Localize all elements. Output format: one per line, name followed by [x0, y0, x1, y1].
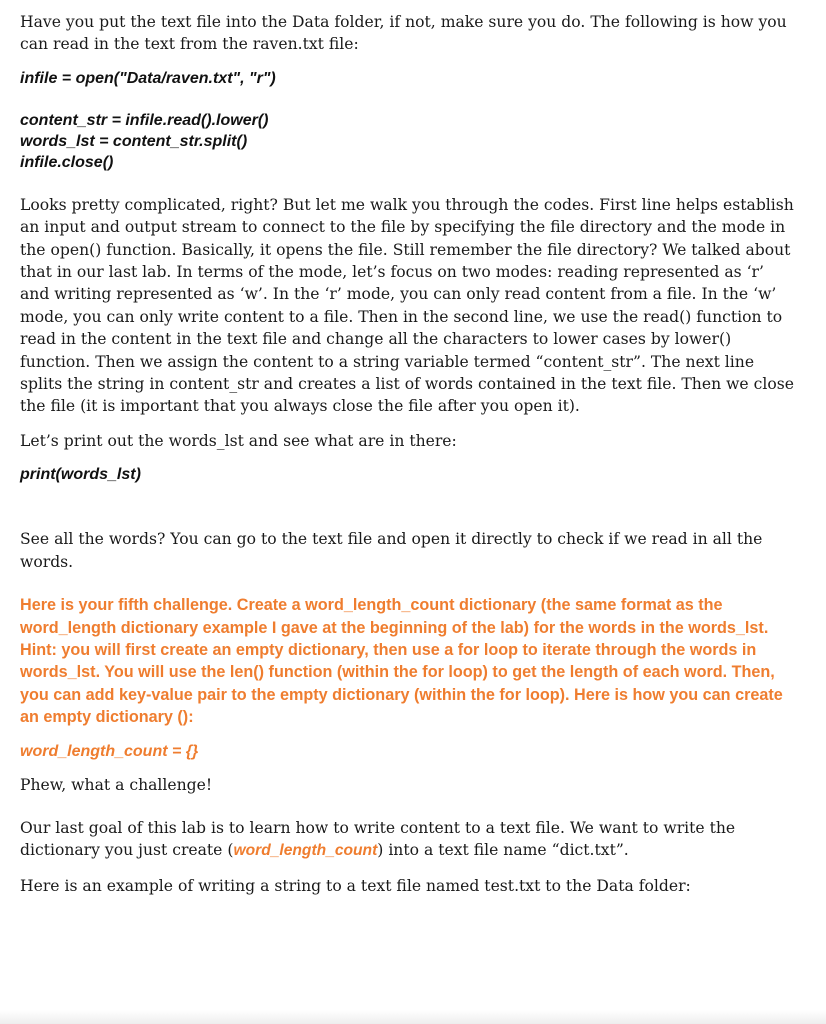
code-empty-dict: word_length_count = {}	[20, 742, 199, 760]
code-split-line: words_lst = content_str.split()	[20, 132, 248, 150]
print-intro-paragraph: Let’s print out the words_lst and see what are in there:	[20, 431, 457, 450]
phew-paragraph: Phew, what a challenge!	[20, 775, 213, 794]
code-print-line: print(words_lst)	[20, 466, 141, 484]
example-intro-paragraph: Here is an example of writing a string to a text file named test.txt to the Data folder:	[20, 876, 691, 895]
goal-text-before: Our last goal of this lab is to learn how to write content to a text file. We want to write the dictionary you just create (	[20, 818, 736, 860]
goal-paragraph	[20, 817, 796, 863]
code-open-file: infile = open("Data/raven.txt", "r")	[20, 69, 276, 87]
goal-inline-code: word_length_count	[233, 842, 378, 860]
intro-paragraph: Have you put the text file into the Data folder, if not, make sure you do. The following is how you can read in the text from the raven.txt file:	[20, 13, 787, 54]
see-words-paragraph: See all the words? You can go to the text file and open it directly to check if we read in all the words.	[20, 530, 763, 571]
page-bottom-edge	[0, 1010, 826, 1024]
explanation-paragraph: Looks pretty complicated, right? But let me walk you through the codes. First line helps establish an input and output stream to connect to the file by specifying the file directory and the mode in the open() function. Basically, it opens the file. Still remember the file directory? We talked about that in our last lab. In terms of the mode, let’s focus on two modes: reading represented as ‘r’ and writing represented as ‘w’. In the ‘r’ mode, you can only read content from a file. In the ‘w’ mode, you can only write content to a file. Then in the second line, we use the read() function to read in the content in the text file and change all the characters to lower cases by lower() function. Then we assign the content to a string variable termed “content_str”. The next line splits the string in content_str and creates a list of words contained in the text file. Then we close the file (it is important that you always close the file after you open it).	[20, 195, 794, 416]
goal-text-after: ) into a text file name “dict.txt”.	[377, 841, 629, 860]
code-read-line: content_str = infile.read().lower()	[20, 111, 269, 129]
challenge-paragraph: Here is your fifth challenge. Create a word_length_count dictionary (the same format as the word_length dictionary example I gave at the beginning of the lab) for the words in the words_lst. Hint: you will first create an empty dictionary, then use a for loop to iterate through the words in words_lst. You will use the len() function (within the for loop) to get the length of each word. Then, you can add key-value pair to the empty dictionary (within the for loop). Here is how you can create an empty dictionary ():	[20, 596, 783, 727]
code-close-line: infile.close()	[20, 153, 114, 171]
